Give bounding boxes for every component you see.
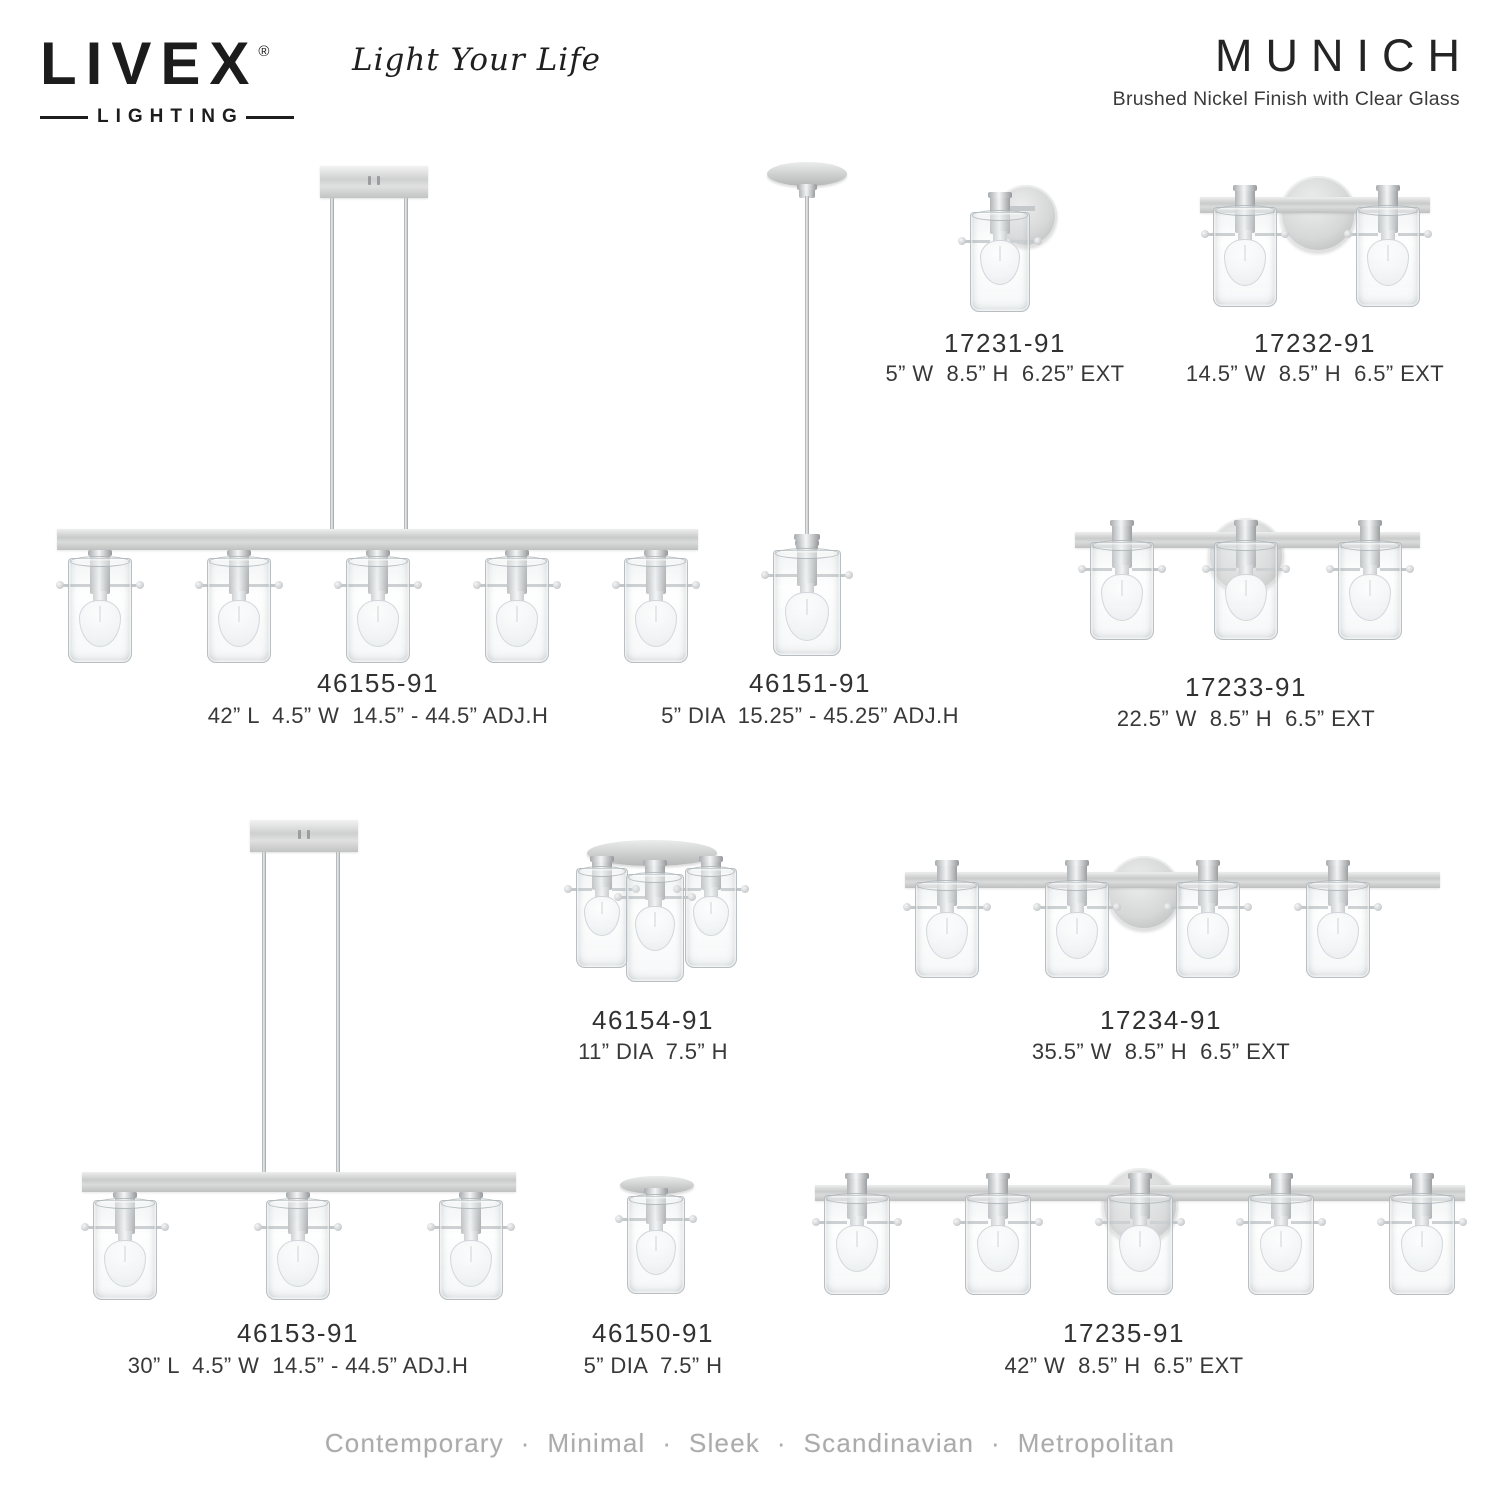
pin-knob — [473, 581, 481, 589]
style-tagline: Contemporary · Minimal · Sleek · Scandinavian · Metropolitan — [324, 1428, 1176, 1458]
light-bulb — [496, 600, 538, 647]
pin-knob — [612, 581, 620, 589]
mount-arm — [1206, 233, 1235, 236]
bulb-neck — [991, 1216, 1005, 1227]
mount-arm — [1380, 568, 1409, 571]
ceiling-plate — [587, 840, 717, 866]
light-bulb — [1225, 574, 1267, 621]
pin-knob — [1318, 1218, 1326, 1226]
hanging-rod — [404, 198, 408, 529]
socket — [368, 550, 388, 594]
logo-rule-left — [40, 116, 88, 119]
screw — [307, 830, 310, 839]
light-bulb — [977, 1225, 1019, 1272]
pin-knob — [1344, 230, 1352, 238]
product-dimensions: 11” DIA 7.5” H — [578, 1039, 728, 1064]
light-bulb — [636, 1230, 676, 1275]
light-bulb — [277, 1240, 319, 1287]
product-model-number: 46155-91 — [317, 668, 439, 698]
glass-shade — [773, 550, 841, 656]
pin-knob — [1201, 230, 1209, 238]
pin-knob — [1244, 903, 1252, 911]
mount-arm — [1241, 1221, 1271, 1224]
product-model-number: 46153-91 — [237, 1318, 359, 1348]
bulb-neck — [940, 903, 954, 914]
bulb-neck — [595, 887, 609, 898]
mount-arm — [249, 584, 278, 587]
mount-arm — [665, 896, 691, 899]
light-bulb — [218, 600, 260, 647]
socket — [988, 1173, 1008, 1219]
pin-knob — [564, 885, 572, 893]
mount-arm — [721, 888, 744, 891]
light-bulb — [1260, 1225, 1302, 1272]
socket — [507, 550, 527, 594]
mount-arm — [1349, 233, 1378, 236]
light-bulb — [1367, 239, 1409, 286]
mount-arm — [620, 1218, 646, 1221]
bulb-neck — [993, 231, 1007, 242]
bulb-neck — [1070, 903, 1084, 914]
socket — [1328, 860, 1348, 906]
mount-arm — [569, 888, 592, 891]
mount-arm — [1010, 240, 1037, 243]
light-bulb — [785, 592, 829, 641]
pin-knob — [689, 1215, 697, 1223]
socket — [288, 1192, 308, 1234]
screw — [368, 176, 371, 185]
mount-arm — [1432, 1221, 1462, 1224]
brand-division-label: LIGHTING — [97, 106, 244, 127]
pin-knob — [845, 571, 853, 579]
bulb-neck — [648, 897, 662, 908]
product-model-number: 46150-91 — [592, 1318, 714, 1348]
glass-shade — [970, 212, 1030, 312]
glass-shade — [1356, 207, 1420, 307]
hanging-rod — [805, 196, 809, 536]
pin-knob — [1095, 1218, 1103, 1226]
pin-knob — [1035, 1218, 1043, 1226]
mount-arm — [135, 1226, 164, 1229]
socket — [847, 1173, 867, 1219]
ceiling-canopy — [250, 820, 358, 852]
glass-shade — [1107, 1195, 1173, 1295]
bulb-neck — [232, 591, 246, 602]
brand-logo-wordmark — [40, 30, 294, 97]
mount-arm — [110, 584, 139, 587]
mount-arm — [766, 574, 797, 577]
bulb-neck — [93, 591, 107, 602]
pin-knob — [1326, 565, 1334, 573]
screw — [377, 176, 380, 185]
glass-shade — [1176, 882, 1240, 978]
mount-arm — [1038, 906, 1067, 909]
collection-header — [1112, 30, 1473, 111]
registered-mark: ® — [258, 43, 270, 60]
glass-shade — [624, 558, 688, 663]
pin-knob — [1034, 237, 1042, 245]
pin-knob — [1282, 565, 1290, 573]
bulb-neck — [850, 1216, 864, 1227]
pin-knob — [1374, 903, 1382, 911]
mount-arm — [200, 584, 229, 587]
light-bulb — [1224, 239, 1266, 286]
fixture-bar — [815, 1185, 1465, 1201]
bulb-neck — [1415, 1216, 1429, 1227]
mount-arm — [86, 1226, 115, 1229]
glass-shade — [346, 558, 410, 663]
screw — [298, 830, 301, 839]
hanging-rod — [330, 198, 334, 529]
socket — [229, 550, 249, 594]
pin-knob — [507, 1223, 515, 1231]
glass-shade — [576, 868, 628, 968]
glass-shade — [207, 558, 271, 663]
glass-shade — [965, 1195, 1031, 1295]
pin-knob — [427, 1223, 435, 1231]
glass-shade — [915, 882, 979, 978]
pin-knob — [1281, 230, 1289, 238]
mount-arm — [1218, 906, 1247, 909]
mount-arm — [1083, 568, 1112, 571]
mount-arm — [478, 584, 507, 587]
socket — [646, 550, 666, 594]
collection-finish-subtitle: Brushed Nickel Finish with Clear Glass — [1112, 88, 1460, 110]
bulb-neck — [1238, 230, 1252, 241]
mount-arm — [1132, 568, 1161, 571]
pin-knob — [761, 571, 769, 579]
brand-logo-division — [40, 106, 294, 128]
pin-knob — [414, 581, 422, 589]
brand-logo — [40, 30, 294, 128]
light-bulb — [926, 912, 968, 959]
glass-shade — [1248, 1195, 1314, 1295]
fixture-bar — [905, 872, 1440, 888]
mount-arm — [666, 584, 695, 587]
pin-knob — [1236, 1218, 1244, 1226]
glass-shade — [1389, 1195, 1455, 1295]
light-bulb — [1401, 1225, 1443, 1272]
glass-shade — [439, 1200, 503, 1300]
mount-arm — [908, 906, 937, 909]
pin-knob — [688, 893, 696, 901]
socket — [1235, 185, 1255, 233]
pin-knob — [1377, 1218, 1385, 1226]
socket — [799, 184, 815, 198]
socket — [115, 1192, 135, 1234]
mount-arm — [1100, 1221, 1130, 1224]
bulb-neck — [704, 887, 718, 898]
pin-knob — [1164, 903, 1172, 911]
mount-arm — [1087, 906, 1116, 909]
mount-arm — [259, 1226, 288, 1229]
mount-arm — [963, 240, 990, 243]
light-bulb — [635, 906, 675, 951]
light-bulb — [450, 1240, 492, 1287]
socket — [592, 856, 612, 890]
bulb-neck — [649, 1221, 663, 1232]
light-bulb — [1317, 912, 1359, 959]
ceiling-plate — [620, 1176, 694, 1194]
wall-backplate — [995, 185, 1057, 247]
mount-arm — [612, 888, 635, 891]
pin-knob — [615, 1215, 623, 1223]
product-dimensions: 35.5” W 8.5” H 6.5” EXT — [1031, 1039, 1291, 1064]
mount-arm — [1291, 1221, 1321, 1224]
glass-shade — [685, 868, 737, 968]
pin-knob — [81, 1223, 89, 1231]
pin-knob — [334, 1223, 342, 1231]
pin-knob — [161, 1223, 169, 1231]
light-bulb — [1056, 912, 1098, 959]
pin-knob — [1158, 565, 1166, 573]
glass-shade — [1306, 882, 1370, 978]
product-dimensions: 30” L 4.5” W 14.5” - 44.5” ADJ.H — [127, 1353, 469, 1378]
light-bulb — [584, 896, 620, 936]
pin-knob — [1459, 1218, 1467, 1226]
socket — [990, 192, 1010, 234]
light-bulb — [1101, 574, 1143, 621]
glass-shade — [627, 1196, 685, 1294]
socket — [1112, 520, 1132, 568]
product-dimensions: 14.5” W 8.5” H 6.5” EXT — [1185, 361, 1445, 386]
product-model-number: 17235-91 — [1063, 1318, 1185, 1348]
mount-arm — [1398, 233, 1427, 236]
product-dimensions: 22.5” W 8.5” H 6.5” EXT — [1116, 706, 1376, 731]
pin-knob — [903, 903, 911, 911]
brand-name: LIVEX — [40, 30, 259, 97]
socket — [796, 534, 818, 550]
mount-arm — [388, 584, 417, 587]
glass-shade — [1338, 542, 1402, 640]
mount-arm — [339, 584, 368, 587]
pin-knob — [614, 893, 622, 901]
glass-shade — [824, 1195, 890, 1295]
glass-shade — [485, 558, 549, 663]
mount-arm — [958, 1221, 988, 1224]
product-dimensions: 5” W 8.5” H 6.25” EXT — [885, 361, 1125, 386]
pin-knob — [953, 1218, 961, 1226]
mount-arm — [1005, 206, 1035, 211]
bulb-neck — [371, 591, 385, 602]
bulb-neck — [1201, 903, 1215, 914]
light-bulb — [104, 1240, 146, 1287]
bulb-neck — [1133, 1216, 1147, 1227]
mount-arm — [308, 1226, 337, 1229]
product-dimensions: 5” DIA 7.5” H — [583, 1353, 723, 1378]
socket — [1271, 1173, 1291, 1219]
mount-arm — [527, 584, 556, 587]
ceiling-plate — [767, 162, 847, 186]
bulb-neck — [1331, 903, 1345, 914]
product-model-number: 17234-91 — [1100, 1005, 1222, 1035]
hanging-rod — [262, 852, 266, 1172]
pin-knob — [1113, 903, 1121, 911]
pin-knob — [894, 1218, 902, 1226]
mount-arm — [619, 896, 645, 899]
glass-shade — [1090, 542, 1154, 640]
mount-arm — [1256, 568, 1285, 571]
light-bulb — [635, 600, 677, 647]
mount-arm — [1150, 1221, 1180, 1224]
logo-rule-right — [246, 116, 294, 119]
socket — [701, 856, 721, 890]
bulb-neck — [118, 1231, 132, 1242]
wall-backplate — [1280, 176, 1356, 252]
bulb-neck — [291, 1231, 305, 1242]
light-bulb — [980, 240, 1020, 285]
socket — [1067, 860, 1087, 906]
mount-arm — [1299, 906, 1328, 909]
bulb-neck — [464, 1231, 478, 1242]
light-bulb — [1119, 1225, 1161, 1272]
product-model-number: 46151-91 — [749, 668, 871, 698]
mount-arm — [666, 1218, 692, 1221]
glass-shade — [626, 874, 684, 982]
pin-knob — [1202, 565, 1210, 573]
socket — [1378, 185, 1398, 233]
bulb-neck — [1115, 565, 1129, 576]
product-dimensions: 42” W 8.5” H 6.5” EXT — [1004, 1353, 1244, 1378]
bulb-neck — [1274, 1216, 1288, 1227]
pin-knob — [1406, 565, 1414, 573]
socket — [1360, 520, 1380, 568]
bulb-neck — [510, 591, 524, 602]
bulb-neck — [1381, 230, 1395, 241]
wall-backplate — [1208, 518, 1284, 594]
product-dimensions: 5” DIA 15.25” - 45.25” ADJ.H — [661, 703, 959, 728]
socket — [797, 540, 817, 586]
mount-arm — [678, 888, 701, 891]
light-bulb — [693, 896, 729, 936]
pin-knob — [983, 903, 991, 911]
pin-knob — [334, 581, 342, 589]
product-model-number: 17232-91 — [1254, 328, 1376, 358]
socket — [90, 550, 110, 594]
socket — [937, 860, 957, 906]
pin-knob — [1424, 230, 1432, 238]
glass-shade — [266, 1200, 330, 1300]
light-bulb — [836, 1225, 878, 1272]
mount-arm — [867, 1221, 897, 1224]
mount-arm — [1169, 906, 1198, 909]
glass-shade — [1213, 207, 1277, 307]
product-model-number: 17231-91 — [944, 328, 1066, 358]
mount-arm — [1008, 1221, 1038, 1224]
light-bulb — [1187, 912, 1229, 959]
pin-knob — [632, 885, 640, 893]
bulb-neck — [1239, 565, 1253, 576]
pin-knob — [1294, 903, 1302, 911]
socket — [646, 1188, 666, 1224]
socket — [1412, 1173, 1432, 1219]
light-bulb — [79, 600, 121, 647]
bulb-neck — [800, 583, 814, 594]
pin-knob — [1078, 565, 1086, 573]
socket — [1236, 520, 1256, 568]
mount-arm — [617, 584, 646, 587]
socket — [645, 860, 665, 900]
mount-arm — [432, 1226, 461, 1229]
mount-arm — [957, 906, 986, 909]
pin-knob — [553, 581, 561, 589]
mount-arm — [1348, 906, 1377, 909]
pin-knob — [275, 581, 283, 589]
pin-knob — [692, 581, 700, 589]
pin-knob — [1177, 1218, 1185, 1226]
mount-arm — [1255, 233, 1284, 236]
pin-knob — [195, 581, 203, 589]
pin-knob — [56, 581, 64, 589]
pin-knob — [136, 581, 144, 589]
bulb-neck — [1363, 565, 1377, 576]
ceiling-canopy — [320, 166, 428, 198]
pin-knob — [673, 885, 681, 893]
mount-arm — [481, 1226, 510, 1229]
pin-knob — [741, 885, 749, 893]
collection-title: MUNICH — [1215, 30, 1473, 81]
fixture-bar — [57, 529, 698, 550]
mount-arm — [1207, 568, 1236, 571]
light-bulb — [357, 600, 399, 647]
pin-knob — [254, 1223, 262, 1231]
wall-backplate — [1102, 1168, 1178, 1244]
product-model-number: 46154-91 — [592, 1005, 714, 1035]
socket — [1198, 860, 1218, 906]
brand-slogan: Light Your Life — [352, 42, 602, 78]
pin-knob — [958, 237, 966, 245]
socket — [1130, 1173, 1150, 1219]
mount-arm — [1382, 1221, 1412, 1224]
light-bulb — [1349, 574, 1391, 621]
glass-shade — [93, 1200, 157, 1300]
glass-shade — [68, 558, 132, 663]
product-dimensions: 42” L 4.5” W 14.5” - 44.5” ADJ.H — [207, 703, 549, 728]
mount-arm — [1331, 568, 1360, 571]
hanging-rod — [336, 852, 340, 1172]
socket — [461, 1192, 481, 1234]
fixture-bar — [82, 1172, 516, 1192]
mount-arm — [817, 574, 848, 577]
fixture-bar — [1200, 197, 1430, 213]
wall-backplate — [1107, 856, 1181, 930]
fixture-bar — [1075, 532, 1420, 548]
mount-arm — [817, 1221, 847, 1224]
glass-shade — [1214, 542, 1278, 640]
pin-knob — [812, 1218, 820, 1226]
bulb-neck — [649, 591, 663, 602]
mount-arm — [61, 584, 90, 587]
glass-shade — [1045, 882, 1109, 978]
product-model-number: 17233-91 — [1185, 672, 1307, 702]
pin-knob — [1033, 903, 1041, 911]
